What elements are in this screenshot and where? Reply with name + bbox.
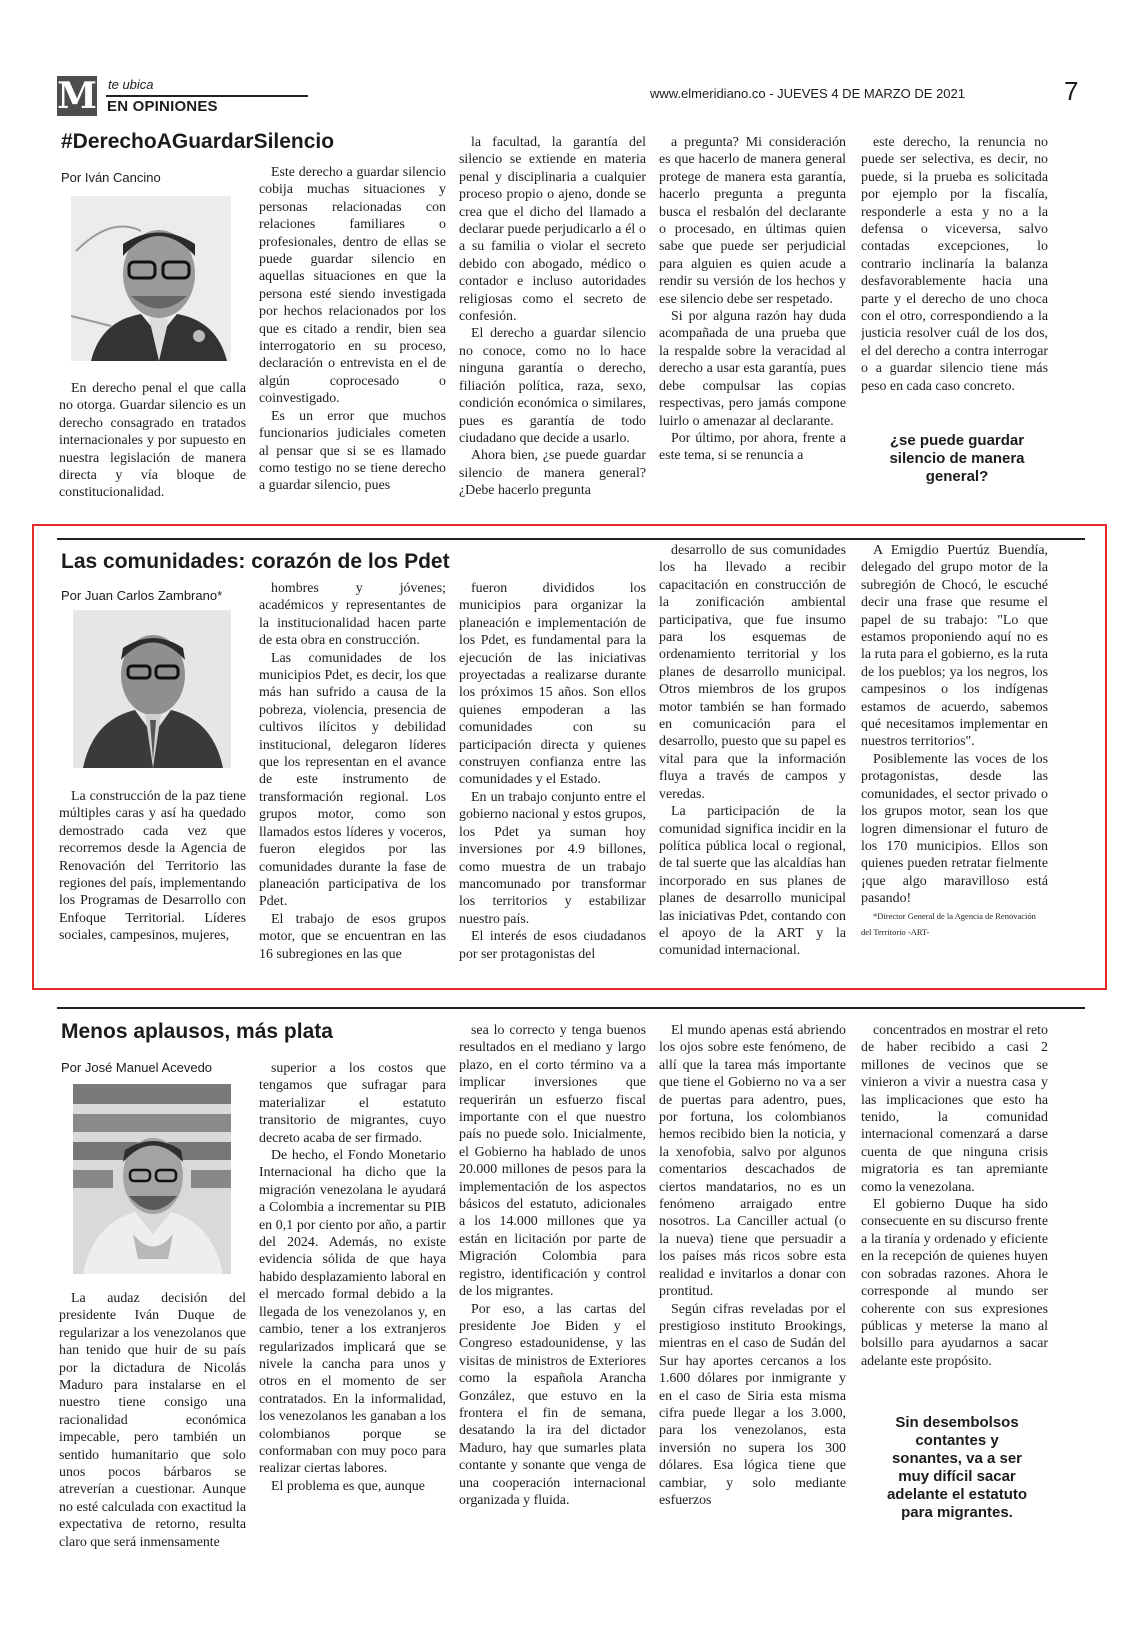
author-photo [73, 610, 231, 768]
article-column-1 [59, 1290, 246, 1610]
paragraph: a pregunta? Mi consideración es que hacerlo de manera general protege de manera esta garantía, hacerlo pregunta a pregunta busca el resbalón del declarante o procesado, en últimas quien sabe que puede ser perjudicial para alguien es quien acude a rendir su versión de los hechos y ese silencio debe ser respetado. [659, 135, 846, 307]
article-divider [57, 1007, 1085, 1009]
paragraph: la facultad, la garantía del silencio se extiende en materia penal y disciplinaria a cualquier proceso propio o ajeno, donde se crea que el dicho del llamado a declarar puede perjudicarlo a él o a su familia o violar el secreto debido con abogado, médico o contador e incluso autoridades religiosas como el secreto de confesión. [459, 135, 646, 325]
article-column-5 [861, 542, 1048, 970]
page-number: 7 [1064, 76, 1079, 106]
article-headline: #DerechoAGuardarSilencio [61, 130, 335, 153]
article-byline: Por Iván Cancino [61, 170, 161, 185]
paragraph: Es un error que muchos funcionarios judiciales cometen al pensar que si se es llamado como testigo no se tiene derecho a guardar silencio, pues [259, 408, 446, 494]
article-comunidades-pdet [57, 543, 1085, 970]
article-column-5 [861, 1022, 1048, 1402]
paragraph: En un trabajo conjunto entre el gobierno nacional y estos grupos, los Pdet ya suman hoy inversiones por 4.9 billones, como muestra de un trabajo mancomunado por transformar los territorios y estabilizar nuestro país. [459, 789, 646, 927]
paragraph: Si por alguna razón hay duda acompañada de una prueba que la respalde sobre la veracidad al derecho a usar esta garantía, pues debe compulsar las copias respectivas, pero jamás compone luirlo o amenazar al declarante. [659, 309, 846, 429]
paragraph: De hecho, el Fondo Monetario Internacional ha dicho que la migración venezolana le ayudará a Colombia a incrementar su PIB en 0,1 por ciento por año, a partir del 2024. Además, no existe evidencia sólida de que haya habido desplazamiento laboral en el mercado formal debido a la llegada de los venezolanos y, en cambio, tener a los extranjeros regularizados implicará que se nivele la cancha para unos y otros en el momento de ser contratados. En la informalidad, los venezolanos les ganaban a los colombianos porque se conformaban con muy poco para realizar ciertas labores. [259, 1148, 446, 1477]
article-column-2 [259, 1060, 446, 1610]
paragraph: El trabajo de esos grupos motor, que se encuentran en las 16 subregiones en las que [259, 911, 446, 962]
paragraph: Las comunidades de los municipios Pdet, es decir, los que más han sufrido a causa de la pobreza, violencia, presencia de cultivos ilícitos y debilidad institucional, delegaron líderes que los representan en el avance de este instrumento de transformación regional. Los grupos motor, como son llamados estos líderes y voceros, fueron elegidos por las comunidades durante la fase de planeación participativa de los Pdet. [259, 650, 446, 910]
article-column-3 [459, 134, 646, 510]
author-portrait-icon [71, 196, 231, 361]
paragraph: En derecho penal el que calla no otorga. Guardar silencio es un derecho consagrado en tratados internacionales y por supuesto en nuestra legislación de manera directa y vía bloque de constitucionalidad. [59, 381, 246, 501]
paragraph: Este derecho a guardar silencio cobija muchas situaciones y personas relacionadas con relaciones familiares o profesionales, dentro de ellas se puede guardar silencio en aquellas situaciones en que la persona esté siendo investigada por hechos relacionados por los que es citado a rendir, bien sea interrogatorio en su proceso, declaración o entrevista en el de algún coprocesado o coinvestigado. [259, 165, 446, 407]
paragraph: El gobierno Duque ha sido consecuente en su discurso frente a la tiranía y ordenado y eficiente en la recepción de quienes huyen con sobradas razones. Ahora le corresponde al mundo ser coherente con sus expresiones públicas y meterse la mano al bolsillo para ayudarnos a sacar adelante este propósito. [861, 1197, 1048, 1369]
article-byline: Por José Manuel Acevedo [61, 1060, 213, 1075]
paragraph: Posiblemente las voces de los protagonistas, desde las comunidades, el sector privado o los grupos motor, sean los que logren dimensionar el futuro de los 170 municipios. Ellos son quienes pueden retratar fielmente ¡que algo maravilloso está pasando! [861, 751, 1048, 907]
author-portrait-icon [73, 1084, 231, 1274]
section-name: EN OPINIONES [107, 98, 218, 115]
article-column-4 [659, 134, 846, 510]
newspaper-logo: M [57, 75, 97, 117]
article-column-4 [659, 1022, 846, 1610]
article-column-2 [259, 580, 446, 970]
article-derecho-guardar-silencio [57, 130, 1085, 510]
paragraph: hombres y jóvenes; académicos y representantes de la institucionalidad hacen parte de esta obra en construcción. [259, 581, 446, 649]
paragraph: concentrados en mostrar el reto de haber recibido a casi 2 millones de vecinos que se vinieron a vivir a nuestra casa y las implicaciones que esto ha tenido, la comunidad internacional comenzará a darse cuenta de que ninguna crisis migratoria es tan apremiante como la venezolana. [861, 1023, 1048, 1195]
author-photo [71, 196, 231, 361]
author-footnote: *Director General de la Agencia de Renovación del Territorio -ART- [861, 910, 1036, 937]
article-column-1 [59, 380, 246, 510]
dateline: www.elmeridiano.co - JUEVES 4 DE MARZO DE 2021 [650, 86, 965, 101]
paragraph: El derecho a guardar silencio no conoce, como no lo hace ninguna garantía o derecho, filiación política, raza, sexo, condición económica o similares, pues es garantía de todo ciudadano que decide a usarlo. [459, 326, 646, 446]
article-byline: Por Juan Carlos Zambrano* [61, 588, 223, 603]
paragraph: Por eso, a las cartas del presidente Joe Biden y el Congreso estadounidense, y las visitas de ministros de Exteriores como la española Arancha González, que estuvo en la frontera el fin de semana, desatando la ira del dictador Maduro, hay que sumarles plata contante y sonante que venga de una cooperación internacional organizada y fluida. [459, 1301, 646, 1508]
article-column-1 [59, 788, 246, 970]
article-headline: Las comunidades: corazón de los Pdet [61, 550, 450, 573]
paragraph: Ahora bien, ¿se puede guardar silencio de manera general? ¿Debe hacerlo pregunta [459, 448, 646, 499]
article-headline: Menos aplausos, más plata [61, 1020, 333, 1043]
paragraph: A Emigdio Puertúz Buendía, delegado del grupo motor de la subregión de Chocó, le escuché decir una frase que resume el papel de su trabajo: "Lo que estamos proponiendo aquí no es la ruta para el gobierno, es la ruta de los pueblos; ya los negros, los campesinos o los indígenas estamos de acuerdo, sabemos qué necesitamos implementar en nuestros territorios". [861, 543, 1048, 750]
paragraph: El interés de esos ciudadanos por ser protagonistas del [459, 929, 646, 962]
paragraph: superior a los costos que tengamos que sufragar para materializar el estatuto transitorio de migrantes, cuyo decreto acaba de ser firmado. [259, 1061, 446, 1146]
section-rule [106, 95, 308, 97]
article-column-3 [459, 580, 646, 970]
paragraph: este derecho, la renuncia no puede ser selectiva, es decir, no puede, si la prueba es solicitada por ejemplo por la fiscalía, responderle a esta y no a la defensa o viceversa, salvo contadas excepciones, lo contrario inclinaría la balanza desfavorablemente hacia una parte y el derecho de uno choca con el otro, correspondiendo a la justicia resolver cuál de los dos, el del derecho a contra interrogar o a guardar silencio tiene más peso en cada caso concreto. [861, 135, 1048, 394]
paragraph: La construcción de la paz tiene múltiples caras y así ha quedado demostrado cada vez que recorremos desde la Agencia de Renovación del Territorio las regiones del país, implementando los Programas de Desarrollo con Enfoque Territorial. Líderes sociales, campesinos, mujeres, [59, 789, 246, 944]
article-column-5 [861, 134, 1048, 424]
paragraph: La participación de la comunidad significa incidir en la política pública local o regional, de tal suerte que las alcaldías han incorporado en sus planes de planes de desarrollo municipal las iniciativas Pdet, contando con el apoyo de la ART y la comunidad internacional. [659, 804, 846, 959]
paragraph: desarrollo de sus comunidades los ha llevado a recibir capacitación en construcción de la zonificación ambiental participativa, que fue insumo para los esquemas de ordenamiento territorial y los planes de desarrollo municipal. Otros miembros de los grupos motor también se han formado en comunicación para el desarrollo, puesto que su papel es vital para que la información fluya a través de campos y veredas. [659, 543, 846, 802]
section-kicker: te ubica [108, 77, 154, 92]
author-photo [73, 1084, 231, 1274]
paragraph: La audaz decisión del presidente Iván Duque de regularizar a los venezolanos que han tenido que huir de su país por la dictadura de Nicolás Maduro para instalarse en el nuestro tiene consigo una racionalidad económica impecable, pero también un sentido humanitario que solo unos pocos bárbaros se atreverían a cuestionar. Aunque no esté calculada con exactitud la expectativa de retorno, resulta claro que será inmensamente [59, 1291, 246, 1550]
author-portrait-icon [73, 610, 231, 768]
paragraph: Según cifras reveladas por el prestigioso instituto Brookings, mientras en el caso de Sudán del Sur hay aportes cercanos a los 1.600 dólares por inmigrante y en el caso de Siria esta misma cifra puede llegar a los 3.000, para los venezolanos, esta inversión no supera los 300 dólares. Esa lógica tiene que cambiar, y solo mediante esfuerzos [659, 1301, 846, 1508]
paragraph: El problema es que, aunque [271, 1478, 425, 1494]
paragraph: El mundo apenas está abriendo los ojos sobre este fenómeno, de allí que la tarea más importante que tiene el Gobierno no va a ser de puertas para adentro, pues, por fortuna, los colombianos hemos recibido bien la noticia, y la xenofobia, salvo por algunos comentarios descachados de ciertos mandatarios, no es un fenómeno arraigado entre nosotros. La Canciller actual (o la nueva) tiene que persuadir a los países más ricos sobre esta realidad e invitarlos a donar con prontitud. [659, 1023, 846, 1300]
paragraph: fueron divididos los municipios para organizar la planeación e implementación de los Pdet, es fundamental para la ejecución de las iniciativas proyectadas a realizarse durante los próximos 15 años. Son ellos quienes empoderan a las comunidades con su participación directa y quienes construyen confianza entre las comunidades y el Estado. [459, 581, 646, 788]
pull-quote: ¿se puede guardar silencio de manera general? [889, 432, 1025, 485]
article-column-3 [459, 1022, 646, 1610]
paragraph: Por último, por ahora, frente a este tema, si se renuncia a [659, 430, 846, 464]
article-column-2 [259, 164, 446, 510]
paragraph: sea lo correcto y tenga buenos resultados en el mediano y largo plazo, en el corto término va a implicar inversiones que requerirán un esfuerzo fiscal importante con el que nuestro país no puede solo. Inicialmente, el Gobierno ha hablado de unos 20.000 millones de pesos para la implementación de los aspectos básicos del estatuto, adicionales a los 14.000 millones que ya están en licitación por parte de Migración Colombia para registro, identificación y control de los migrantes. [459, 1023, 646, 1300]
article-menos-aplausos [57, 1020, 1085, 1610]
article-column-4 [659, 542, 846, 970]
article-divider [57, 538, 1085, 540]
pull-quote: Sin desembolsos contantes y sonantes, va a ser muy difícil sacar adelante el estatuto para migrantes. [886, 1414, 1028, 1521]
